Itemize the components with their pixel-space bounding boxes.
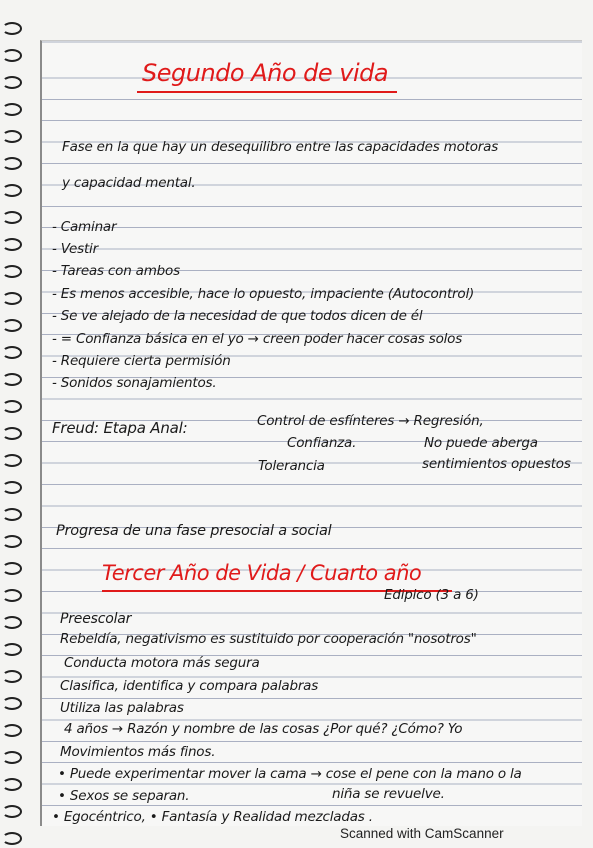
spiral-ring	[2, 616, 22, 629]
spiral-ring	[2, 832, 22, 845]
freud-item-4: Tolerancia	[258, 458, 325, 474]
bullet-2: - Vestir	[52, 241, 98, 257]
spiral-ring	[2, 454, 22, 467]
bullet-6: - = Confianza básica en el yo → creen poder hacer cosas solos	[52, 331, 463, 347]
preescolar-line-10: • Egocéntrico, • Fantasía y Realidad mezcladas .	[52, 809, 373, 825]
spiral-ring	[2, 292, 22, 305]
spiral-ring	[2, 724, 22, 737]
freud-item-2: Confianza.	[287, 435, 357, 451]
freud-item-5: sentimientos opuestos	[422, 456, 571, 472]
title-segundo-ano: Segundo Año de vida	[142, 59, 389, 87]
preescolar-line-9: niña se revuelve.	[332, 786, 445, 802]
bullet-3: - Tareas con ambos	[52, 263, 180, 279]
spiral-ring	[2, 346, 22, 359]
bullet-5: - Se ve alejado de la necesidad de que todos dicen de él	[52, 308, 423, 324]
preescolar-heading: Preescolar	[60, 611, 132, 627]
freud-item-1: Control de esfínteres → Regresión,	[257, 413, 484, 429]
preescolar-line-7: • Puede experimentar mover la cama → cose el pene con la mano o la	[58, 766, 522, 782]
edipico-note: Edipico (3 a 6)	[384, 587, 479, 603]
spiral-ring	[2, 22, 22, 35]
bullet-1: - Caminar	[52, 219, 117, 235]
spiral-ring	[2, 481, 22, 494]
preescolar-line-1: Rebeldía, negativismo es sustituido por cooperación "nosotros"	[60, 631, 477, 647]
intro-line-1: Fase en la que hay un desequilibro entre las capacidades motoras	[62, 139, 499, 155]
spiral-ring	[2, 670, 22, 683]
preescolar-line-2: Conducta motora más segura	[64, 655, 260, 671]
bullet-4: - Es menos accesible, hace lo opuesto, impaciente (Autocontrol)	[52, 286, 475, 302]
spiral-ring	[2, 643, 22, 656]
spiral-ring	[2, 562, 22, 575]
spiral-ring	[2, 427, 22, 440]
notebook-page	[40, 40, 582, 826]
spiral-ring	[2, 373, 22, 386]
preescolar-line-6: Movimientos más finos.	[60, 744, 216, 760]
spiral-ring	[2, 238, 22, 251]
spiral-ring	[2, 535, 22, 548]
bullet-7: - Requiere cierta permisión	[52, 353, 231, 369]
spiral-ring	[2, 778, 22, 791]
preescolar-line-5: 4 años → Razón y nombre de las cosas ¿Por qué? ¿Cómo? Yo	[64, 721, 463, 737]
process-line: Progresa de una fase presocial a social	[56, 523, 332, 539]
title-underline	[137, 91, 397, 93]
freud-label: Freud: Etapa Anal:	[52, 419, 188, 437]
preescolar-line-3: Clasifica, identifica y compara palabras	[60, 678, 319, 694]
spiral-ring	[2, 49, 22, 62]
spiral-ring	[2, 400, 22, 413]
scanner-watermark: Scanned with CamScanner	[340, 826, 504, 841]
bullet-8: - Sonidos sonajamientos.	[52, 375, 217, 391]
spiral-binding	[0, 0, 22, 848]
spiral-ring	[2, 805, 22, 818]
spiral-ring	[2, 751, 22, 764]
spiral-ring	[2, 265, 22, 278]
spiral-ring	[2, 184, 22, 197]
spiral-ring	[2, 103, 22, 116]
title-tercer-ano: Tercer Año de Vida / Cuarto año	[102, 561, 422, 585]
spiral-ring	[2, 130, 22, 143]
freud-item-3: No puede aberga	[424, 435, 538, 451]
spiral-ring	[2, 697, 22, 710]
spiral-ring	[2, 157, 22, 170]
spiral-ring	[2, 211, 22, 224]
spiral-ring	[2, 319, 22, 332]
preescolar-line-4: Utiliza las palabras	[60, 700, 184, 716]
intro-line-2: y capacidad mental.	[62, 175, 196, 191]
spiral-ring	[2, 589, 22, 602]
preescolar-line-8: • Sexos se separan.	[58, 788, 190, 804]
spiral-ring	[2, 508, 22, 521]
spiral-ring	[2, 76, 22, 89]
